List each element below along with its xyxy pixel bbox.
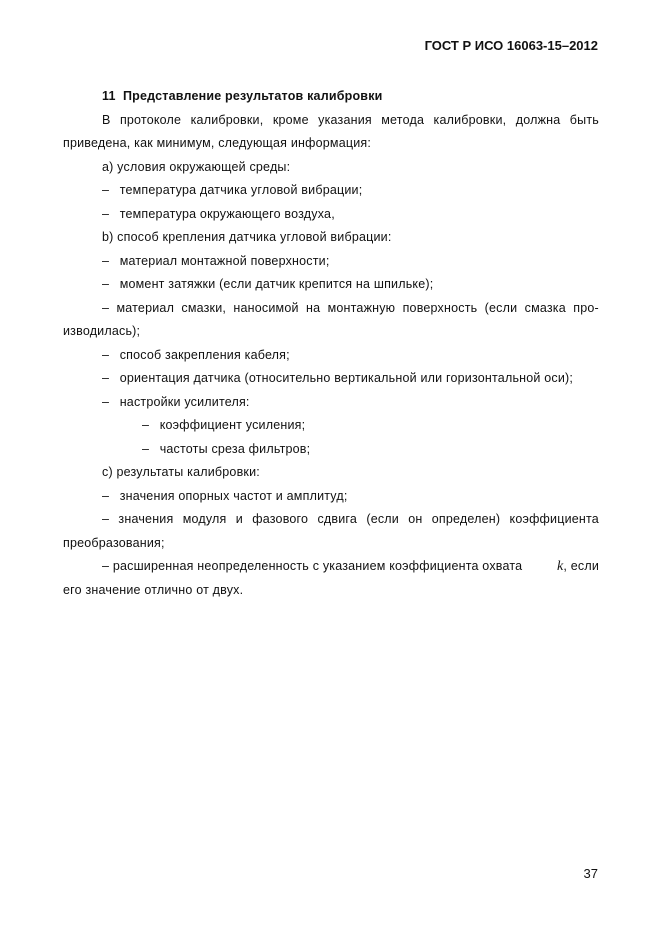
dash: –	[102, 206, 110, 221]
dash: –	[102, 277, 110, 291]
list-item	[63, 206, 599, 230]
list-item	[63, 347, 599, 371]
list-item-text: температура датчика угловой вибрации;	[119, 183, 363, 197]
dash: –	[102, 347, 110, 362]
word: –	[102, 512, 110, 526]
list-item-lubricant-continuation: изводилась);	[63, 324, 141, 338]
list-b-label: b) способ крепления датчика угловой вибрации:	[102, 230, 392, 244]
list-item-coefficient	[63, 511, 599, 535]
list-item-text-tail	[557, 558, 599, 582]
list-item-text: температура окружающего воздуха,	[119, 206, 335, 221]
dash: –	[102, 394, 110, 409]
word: наносимой	[233, 300, 299, 315]
word: он	[408, 512, 423, 526]
list-item-text: частоты среза фильтров;	[159, 441, 311, 456]
word: сдвига	[317, 512, 358, 526]
list-item	[63, 394, 599, 418]
list-c-label: c) результаты калибровки:	[102, 465, 260, 479]
word: (если	[484, 300, 518, 315]
list-item-text: момент затяжки (если датчик крепится на шпильке);	[119, 277, 434, 291]
word: должна	[515, 112, 561, 127]
intro-paragraph-continuation: приведена, как минимум, следующая информация:	[63, 136, 372, 150]
word: фазового	[252, 512, 309, 526]
word: В	[102, 112, 111, 127]
word: на	[306, 300, 321, 315]
word: материал	[116, 300, 175, 315]
word: определен)	[431, 512, 501, 526]
word: указания	[318, 112, 372, 127]
word: поверхность	[402, 300, 478, 315]
list-item-text: – расширенная неопределенность с указанием коэффициента охвата	[102, 559, 523, 573]
word: смазка	[524, 300, 566, 315]
word: модуля	[182, 512, 227, 526]
word: метода	[381, 112, 425, 127]
sub-list-item	[63, 417, 599, 441]
list-item-text: ориентация датчика (относительно вертикальной или горизонтальной оси);	[119, 371, 574, 385]
word: кроме	[272, 112, 309, 127]
dash: –	[102, 371, 110, 385]
dash: –	[102, 253, 110, 268]
list-item-lubricant	[63, 300, 599, 324]
dash: –	[142, 441, 150, 456]
document-header: ГОСТ Р ИСО 16063-15–2012	[424, 38, 598, 53]
word: про-	[573, 300, 599, 315]
list-item-text: способ закрепления кабеля;	[119, 347, 290, 362]
document-body	[63, 88, 599, 605]
word: протоколе	[119, 112, 182, 127]
list-item-tail: , если	[563, 559, 599, 573]
list-item-text: материал монтажной поверхности;	[119, 253, 330, 268]
word: смазки,	[181, 300, 227, 315]
page-number: 37	[583, 866, 598, 881]
list-item	[63, 253, 599, 277]
sub-list-item	[63, 441, 599, 465]
dash: –	[102, 183, 110, 197]
word: быть	[569, 112, 599, 127]
word: коэффициента	[509, 512, 599, 526]
list-item	[63, 370, 599, 394]
word: калибровки,	[190, 112, 264, 127]
word: –	[102, 300, 110, 315]
dash: –	[142, 418, 150, 432]
intro-paragraph-line	[63, 112, 599, 136]
word: монтажную	[327, 300, 396, 315]
list-a-label: a) условия окружающей среды:	[102, 159, 291, 174]
list-item-uncertainty-continuation: его значение отлично от двух.	[63, 582, 244, 597]
dash: –	[102, 488, 110, 503]
list-item-text: настройки усилителя:	[119, 394, 250, 409]
list-item-uncertainty	[63, 558, 599, 582]
list-item-text: значения опорных частот и амплитуд;	[119, 488, 348, 503]
word: (если	[366, 512, 399, 526]
list-item	[63, 276, 599, 300]
list-item	[63, 182, 599, 206]
list-item-text: коэффициент усиления;	[159, 418, 306, 432]
list-item	[63, 488, 599, 512]
word: и	[235, 512, 243, 526]
section-heading	[63, 88, 599, 112]
section-number: 11	[102, 89, 116, 103]
coverage-factor-symbol: k	[556, 559, 564, 574]
word: значения	[118, 512, 174, 526]
word: калибровки,	[433, 112, 507, 127]
list-item-coefficient-continuation: преобразования;	[63, 535, 165, 550]
section-title: Представление результатов калибровки	[122, 89, 383, 103]
